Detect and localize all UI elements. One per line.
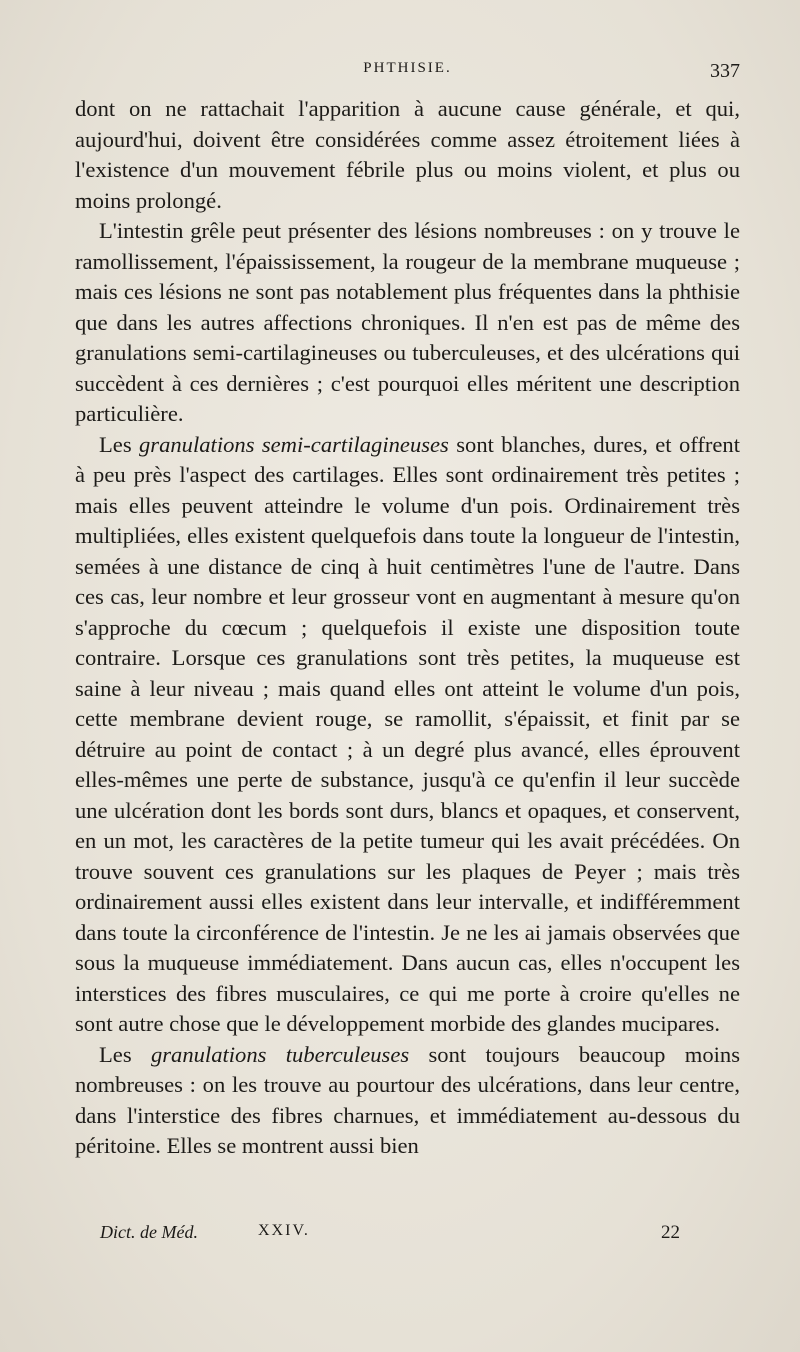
paragraph-body: sont blanches, dures, et offrent à peu près l'aspect des cartilages. Elles sont ordinairement très petites ; mais elles peuvent atteindre le volume d'un pois. Ordinairement très multipliées, elles existent quelquefois dans toute la longueur de l'intestin, semées à une distance de cinq à huit centimètres l'une de l'autre. Dans ces cas, leur nombre et leur grosseur vont en augmentant à mesure qu'on s'approche du cœcum ; quelquefois il existe une disposition toute contraire. Lorsque ces granulations sont très petites, la muqueuse est saine à leur niveau ; mais quand elles ont atteint le volume d'un pois, cette membrane devient rouge, se ramollit, s'épaissit, et finit par se détruire au point de contact ; à un degré plus avancé, elles éprouvent elles-mêmes une perte de substance, jusqu'à ce qu'enfin il leur succède une ulcération dont les bords sont durs, blancs et opaques, et conservent, en un mot, les caractères de la petite tumeur qui les avait précédées. On trouve souvent ces granulations sur les plaques de Peyer ; mais très ordinairement aussi elles existent dans leur intervalle, et indifféremment dans toute la circonférence de l'intestin. Je ne les ai jamais observées que sous la muqueuse immédiatement. Dans aucun cas, elles n'occupent les interstices des fibres musculaires, ce qui me porte à croire qu'elles ne sont autre chose que le développement morbide des glandes mucipares.	[75, 431, 741, 1036]
paragraph-intestin-grele: L'intestin grêle peut présenter des lésions nombreuses : on y trouve le ramollissement, l'épaississement, la rougeur de la membrane muqueuse ; mais ces lésions ne sont pas notablement plus fréquentes dans la phthisie que dans les autres affections chroniques. Il n'en est pas de même des granulations semi-cartilagineuses ou tuberculeuses, et des ulcérations qui succèdent à ces dernières ; c'est pourquoi elles méritent une description particulière.	[75, 218, 740, 426]
paragraph-granulations-tuberculeuses	[75, 1040, 740, 1162]
volume-mark: XXIV.	[258, 1222, 310, 1239]
paragraph-granulations-semi-cartilagineuses	[75, 430, 740, 1040]
signature-mark: Dict. de Méd.	[100, 1222, 198, 1242]
italic-term: granulations semi-cartilagineuses	[139, 431, 449, 457]
paragraph-lead: Les	[99, 431, 132, 457]
italic-term: granulations tuberculeuses	[150, 1041, 410, 1067]
page-footer	[100, 1222, 680, 1252]
page-header	[75, 60, 740, 90]
paragraph-body: sont toujours beaucoup moins nombreuses : on les trouve au pourtour des ulcérations, dans leur centre, dans l'interstice des fibres charnues, et immédiatement au-dessous du péritoine. Elles se montrent aussi bien	[75, 1041, 740, 1158]
paragraph-lead: Les	[99, 1041, 132, 1067]
page-number: 337	[710, 60, 740, 82]
paragraph-continuation: dont on ne rattachait l'apparition à aucune cause générale, et qui, aujourd'hui, doivent être considérées comme assez étroitement liées à l'existence d'un mouvement fébrile plus ou moins violent, et plus ou moins prolongé.	[75, 96, 740, 213]
body-text	[75, 94, 740, 1162]
sheet-number: 22	[661, 1222, 680, 1243]
running-head: PHTHISIE.	[363, 60, 452, 76]
